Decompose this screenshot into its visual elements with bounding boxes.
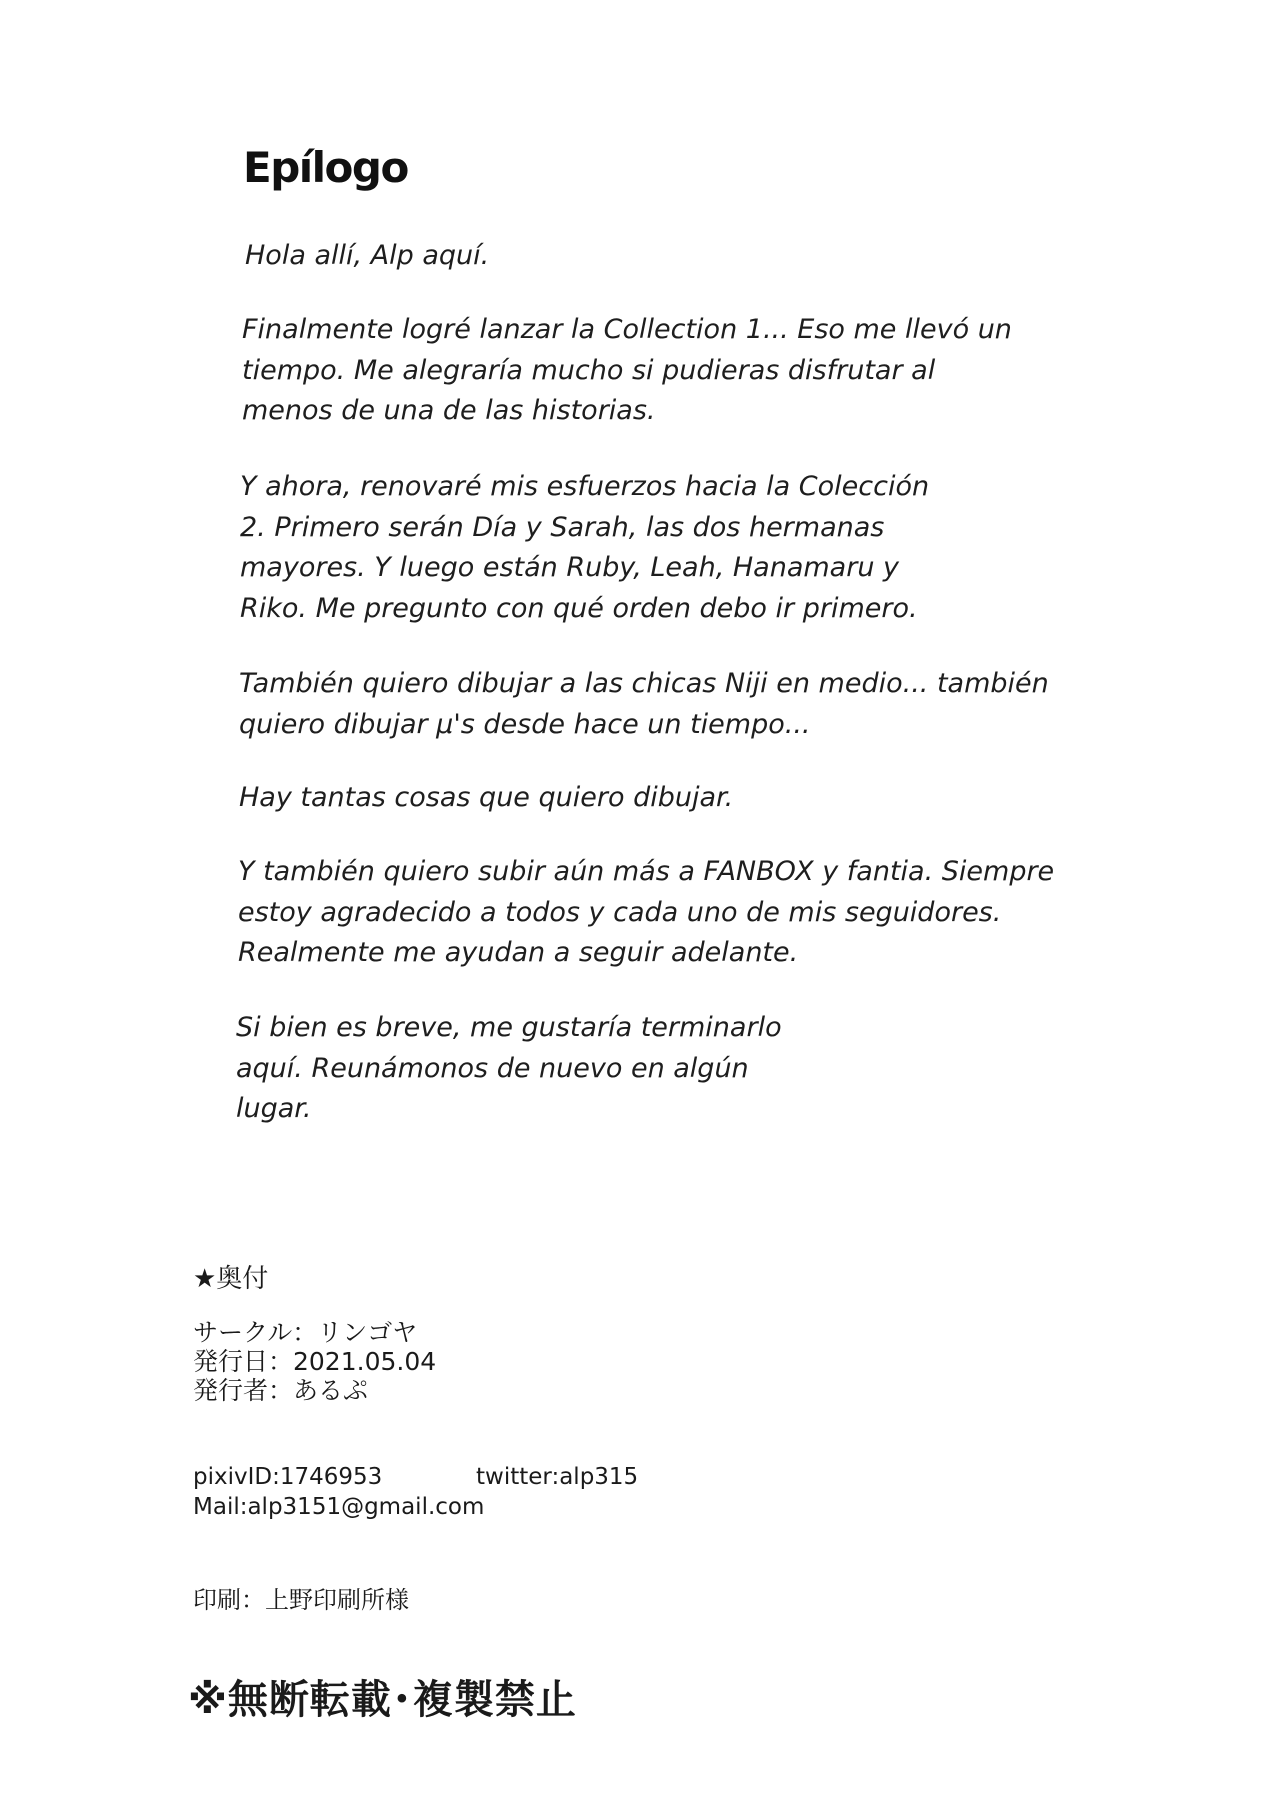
contact-info (193, 1462, 639, 1522)
paragraph-line: Hay tantas cosas que quiero dibujar. (239, 782, 734, 813)
paragraph-line: estoy agradecido a todos y cada uno de mis seguidores. (238, 896, 1002, 928)
paragraph-line: lugar. (236, 1093, 312, 1124)
paragraph-line: Finalmente logré lanzar la Collection 1... Eso me llevó un (242, 314, 1012, 345)
paragraph-line: Realmente me ayudan a seguir adelante. (238, 937, 799, 968)
epilogue-paragraph (242, 310, 1012, 432)
twitter-handle: twitter:alp315 (476, 1464, 639, 1490)
epilogue-paragraph (240, 467, 929, 629)
paragraph-line: aquí. Reunámonos de nuevo en algún (236, 1052, 749, 1084)
paragraph-line: Riko. Me pregunto con qué orden debo ir primero. (240, 592, 918, 624)
mail-address: Mail:alp3151@gmail.com (193, 1494, 485, 1520)
publisher-name: 発行者：あるぷ (193, 1376, 369, 1405)
paragraph-line: menos de una de las historias. (242, 395, 656, 426)
paragraph-line: Y también quiero subir aún más a FANBOX y fantia. Siempre (238, 856, 1055, 887)
epilogue-paragraph (238, 852, 1054, 974)
paragraph-line: tiempo. Me alegraría mucho si pudieras disfrutar al (242, 354, 936, 386)
epilogue-paragraph (239, 778, 733, 819)
reprint-prohibited-notice: ※無断転載･複製禁止 (188, 1677, 577, 1723)
colophon-heading: ★奥付 (193, 1264, 269, 1294)
pixiv-id: pixivID:1746953 (193, 1464, 383, 1490)
paragraph-line: Y ahora, renovaré mis esfuerzos hacia la Colección (240, 471, 930, 502)
epilogue-paragraph (239, 664, 1049, 745)
printer-credit: 印刷：上野印刷所様 (193, 1586, 409, 1614)
colophon-credits (193, 1318, 436, 1405)
page-title: Epílogo (243, 143, 408, 192)
paragraph-line: Si bien es breve, me gustaría terminarlo (236, 1012, 782, 1043)
paragraph-line: Hola allí, Alp aquí. (245, 240, 490, 271)
paragraph-line: quiero dibujar μ's desde hace un tiempo... (239, 708, 811, 740)
epilogue-paragraph (236, 1008, 782, 1130)
epilogue-paragraph (245, 236, 489, 277)
publish-date: 発行日：2021.05.04 (193, 1347, 437, 1376)
paragraph-line: 2. Primero serán Día y Sarah, las dos hermanas (240, 511, 885, 543)
circle-name: サークル：リンゴヤ (193, 1318, 418, 1347)
paragraph-line: También quiero dibujar a las chicas Niji en medio... también (239, 668, 1049, 699)
paragraph-line: mayores. Y luego están Ruby, Leah, Hanamaru y (240, 552, 899, 583)
